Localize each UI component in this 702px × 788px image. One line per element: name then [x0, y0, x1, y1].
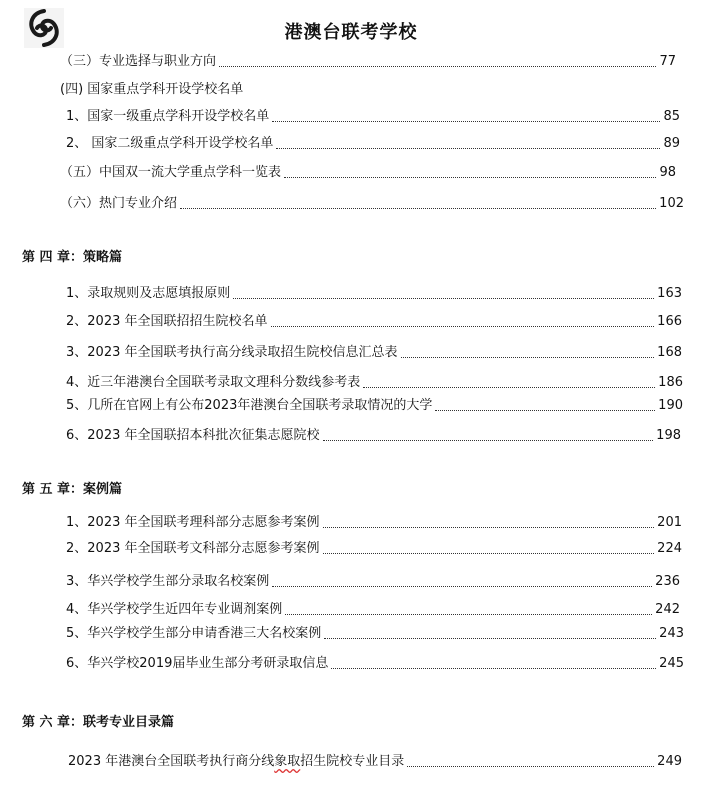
- dot-leader: [407, 766, 654, 767]
- toc-entry-page: 89: [663, 136, 680, 151]
- toc-entry-page: 201: [657, 515, 682, 530]
- toc-entry-label: [68, 754, 404, 770]
- dot-leader: [272, 586, 652, 587]
- toc-entry[interactable]: [66, 136, 680, 152]
- toc-entry[interactable]: [66, 398, 683, 414]
- toc-entry[interactable]: [66, 626, 684, 642]
- toc-entry[interactable]: [60, 196, 684, 212]
- toc-entry-page: 224: [657, 541, 682, 556]
- toc-entry[interactable]: [66, 602, 680, 618]
- toc-entry[interactable]: [68, 754, 682, 770]
- toc-entry-label: 2、 国家二级重点学科开设学校名单: [66, 136, 274, 151]
- toc-entry-page: 102: [659, 196, 684, 211]
- toc-entry-page: 245: [659, 656, 684, 671]
- toc-subheading: (四) 国家重点学科开设学校名单: [60, 82, 244, 97]
- toc-entry[interactable]: [66, 656, 684, 672]
- label-part: 招生院校专业目录: [300, 754, 405, 769]
- chapter-heading: 第 四 章：策略篇: [22, 250, 123, 265]
- toc-entry-page: 190: [658, 398, 683, 413]
- toc-entry[interactable]: [60, 165, 676, 181]
- toc-entry-page: 242: [655, 602, 680, 617]
- toc-entry-label: （三）专业选择与职业方向: [60, 54, 217, 69]
- toc-entry-label: 3、2023 年全国联考执行高分线录取招生院校信息汇总表: [66, 345, 398, 360]
- dot-leader: [331, 668, 656, 669]
- dot-leader: [324, 638, 656, 639]
- toc-entry-page: 249: [657, 754, 682, 769]
- toc-entry[interactable]: [66, 428, 681, 444]
- toc-entry[interactable]: [66, 109, 680, 125]
- toc-entry-page: 186: [658, 375, 683, 390]
- label-part: 2023 年港澳台全国联考执行商分线: [68, 754, 275, 769]
- toc-entry[interactable]: [66, 574, 680, 590]
- toc-entry-label: 1、录取规则及志愿填报原则: [66, 286, 231, 301]
- toc-entry[interactable]: [66, 286, 682, 302]
- toc-entry-label: 2、2023 年全国联招招生院校名单: [66, 314, 268, 329]
- dot-leader: [180, 208, 656, 209]
- toc-entry-label: 5、几所在官网上有公布2023年港澳台全国联考录取情况的大学: [66, 398, 433, 413]
- toc-entry-page: 236: [655, 574, 680, 589]
- toc-entry-label: 6、2023 年全国联招本科批次征集志愿院校: [66, 428, 320, 443]
- dot-leader: [271, 326, 655, 327]
- dot-leader: [401, 357, 655, 358]
- dot-leader: [363, 387, 655, 388]
- toc-entry-page: 77: [659, 54, 676, 69]
- toc-entry-label: 1、国家一级重点学科开设学校名单: [66, 109, 270, 124]
- dot-leader: [233, 298, 654, 299]
- toc-entry-page: 168: [657, 345, 682, 360]
- chapter-heading: 第 六 章：联考专业目录篇: [22, 715, 175, 730]
- toc-entry[interactable]: [66, 515, 682, 531]
- dot-leader: [323, 527, 655, 528]
- toc-entry-page: 166: [657, 314, 682, 329]
- toc-entry-label: （五）中国双一流大学重点学科一览表: [60, 165, 282, 180]
- toc-entry-label: 4、华兴学校学生近四年专业调剂案例: [66, 602, 283, 617]
- toc-entry-label: 3、华兴学校学生部分录取名校案例: [66, 574, 270, 589]
- dot-leader: [285, 614, 652, 615]
- toc-entry-label: 2、2023 年全国联考文科部分志愿参考案例: [66, 541, 320, 556]
- toc-entry-page: 85: [663, 109, 680, 124]
- dot-leader: [219, 66, 656, 67]
- toc-entry[interactable]: [60, 54, 676, 70]
- toc-entry-page: 98: [659, 165, 676, 180]
- toc-entry[interactable]: [66, 375, 683, 391]
- dot-leader: [272, 121, 660, 122]
- toc-entry-label: 1、2023 年全国联考理科部分志愿参考案例: [66, 515, 320, 530]
- toc-entry[interactable]: [66, 541, 682, 557]
- toc-entry[interactable]: [66, 314, 682, 330]
- toc-entry-label: （六）热门专业介绍: [60, 196, 178, 211]
- dot-leader: [435, 410, 655, 411]
- toc-entry-page: 243: [659, 626, 684, 641]
- spellcheck-flagged-text: 象取: [274, 754, 301, 769]
- toc-entry-label: 6、华兴学校2019届毕业生部分考研录取信息: [66, 656, 329, 671]
- dot-leader: [323, 553, 655, 554]
- toc-entry-page: 198: [656, 428, 681, 443]
- toc-entry-label: 5、华兴学校学生部分申请香港三大名校案例: [66, 626, 322, 641]
- dot-leader: [323, 440, 654, 441]
- toc-entry-page: 163: [657, 286, 682, 301]
- document-title: 港澳台联考学校: [284, 22, 418, 43]
- toc-entry[interactable]: [66, 345, 682, 361]
- dot-leader: [284, 177, 656, 178]
- toc-entry-label: 4、近三年港澳台全国联考录取文理科分数线参考表: [66, 375, 361, 390]
- chapter-heading: 第 五 章：案例篇: [22, 482, 123, 497]
- dot-leader: [276, 148, 660, 149]
